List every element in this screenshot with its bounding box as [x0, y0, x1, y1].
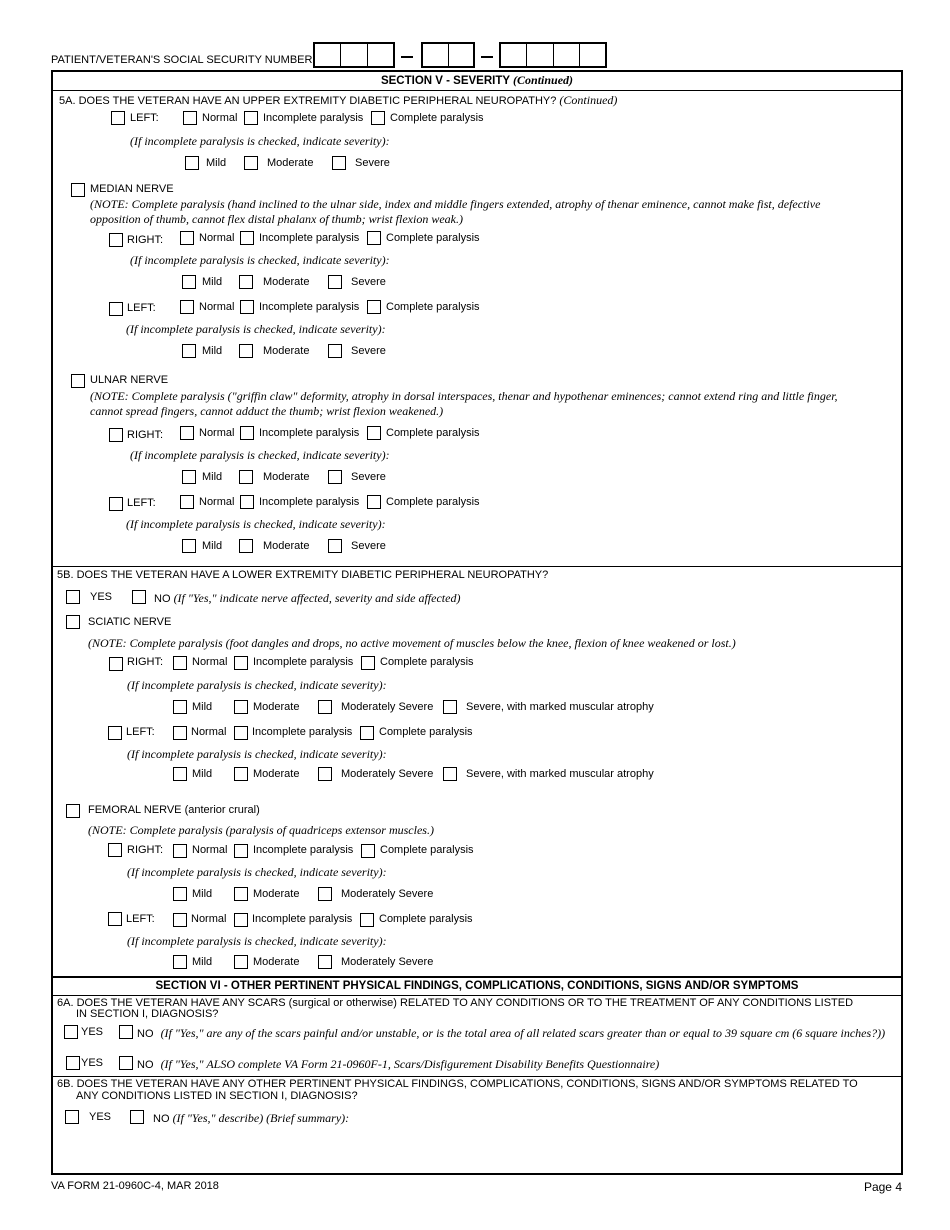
yes-label: YES: [81, 1026, 104, 1038]
ulnar-note-line1: (NOTE: Complete paralysis ("griffin claw" deformity, atrophy in dorsal interspaces, thenar and hypothenar eminences; cannot extend ring and little finger,: [90, 389, 838, 403]
moderately-severe-checkbox[interactable]: [318, 955, 332, 969]
moderate-checkbox[interactable]: [239, 539, 253, 553]
complete-label: Complete paralysis: [386, 496, 480, 508]
mild-checkbox[interactable]: [182, 275, 196, 289]
mild-label: Mild: [202, 276, 223, 288]
normal-label: Normal: [199, 496, 235, 508]
moderate-label: Moderate: [263, 345, 310, 357]
femoral-note: (NOTE: Complete paralysis (paralysis of quadriceps extensor muscles.): [88, 823, 434, 837]
6a-scars-no-line: NO (If "Yes," ALSO complete VA Form 21-0960F-1, Scars/Disfigurement Disability Benefits Questionnaire): [137, 1057, 660, 1071]
normal-label: Normal: [191, 726, 227, 738]
moderately-severe-label: Moderately Severe: [341, 888, 434, 900]
mild-checkbox[interactable]: [182, 539, 196, 553]
6a-scars-yes-checkbox[interactable]: [66, 1056, 80, 1070]
severity-hint: (If incomplete paralysis is checked, indicate severity):: [127, 934, 387, 948]
mild-label: Mild: [202, 345, 223, 357]
median-right-checkbox[interactable]: [109, 233, 123, 247]
ulnar-right-checkbox[interactable]: [109, 428, 123, 442]
yes-label: YES: [81, 1057, 104, 1069]
normal-checkbox[interactable]: [180, 426, 194, 440]
sciatic-nerve-label: SCIATIC NERVE: [88, 616, 172, 628]
incomplete-label: Incomplete paralysis: [253, 844, 354, 856]
moderate-label: Moderate: [267, 157, 314, 169]
complete-label: Complete paralysis: [390, 112, 484, 124]
severity-hint: (If incomplete paralysis is checked, indicate severity):: [130, 134, 390, 148]
incomplete-checkbox[interactable]: [240, 426, 254, 440]
severity-hint: (If incomplete paralysis is checked, indicate severity):: [127, 747, 387, 761]
6a-scars-no-checkbox[interactable]: [119, 1056, 133, 1070]
complete-label: Complete paralysis: [386, 232, 480, 244]
ssn-part-3[interactable]: [499, 42, 607, 68]
complete-checkbox[interactable]: [367, 495, 381, 509]
question-6b-line2: ANY CONDITIONS LISTED IN SECTION I, DIAGNOSIS?: [76, 1090, 358, 1102]
incomplete-label: Incomplete paralysis: [259, 496, 360, 508]
complete-label: Complete paralysis: [380, 656, 474, 668]
6a-no-line: NO (If "Yes," are any of the scars painful and/or unstable, or is the total area of all related scars greater than or equal to 39 square cm (6 square inches?)): [137, 1026, 886, 1040]
median-note-line1: (NOTE: Complete paralysis (hand inclined to the ulnar side, index and middle fingers extended, atrophy of thenar eminence, cannot make fist, defective: [90, 197, 821, 211]
divider: [51, 566, 903, 567]
moderate-label: Moderate: [253, 888, 300, 900]
normal-checkbox[interactable]: [173, 913, 187, 927]
section-6-title: SECTION VI - OTHER PERTINENT PHYSICAL FINDINGS, COMPLICATIONS, CONDITIONS, SIGNS AND/OR SYMPTOMS: [155, 980, 799, 992]
incomplete-label: Incomplete paralysis: [259, 232, 360, 244]
incomplete-label: Incomplete paralysis: [263, 112, 364, 124]
moderate-label: Moderate: [263, 276, 310, 288]
complete-checkbox[interactable]: [371, 111, 385, 125]
incomplete-checkbox[interactable]: [244, 111, 258, 125]
divider: [51, 1076, 903, 1077]
sciatic-nerve-checkbox[interactable]: [66, 615, 80, 629]
severe-checkbox[interactable]: [332, 156, 346, 170]
moderate-checkbox[interactable]: [239, 344, 253, 358]
6a-no-checkbox[interactable]: [119, 1025, 133, 1039]
femoral-nerve-checkbox[interactable]: [66, 804, 80, 818]
normal-checkbox[interactable]: [180, 231, 194, 245]
yes-label: YES: [90, 591, 113, 603]
severe-label: Severe: [355, 157, 390, 169]
severe-checkbox[interactable]: [328, 275, 342, 289]
ulnar-note-line2: cannot spread fingers, cannot adduct the thumb; wrist flexion weakened.): [90, 404, 444, 418]
median-note-line2: opposition of thumb, cannot flex distal phalanx of thumb; wrist flexion weak.): [90, 212, 463, 226]
normal-label: Normal: [199, 232, 235, 244]
sciatic-right-checkbox[interactable]: [109, 657, 123, 671]
yes-label: YES: [89, 1111, 112, 1123]
moderately-severe-checkbox[interactable]: [318, 887, 332, 901]
complete-label: Complete paralysis: [379, 913, 473, 925]
left-label: LEFT:: [127, 302, 156, 314]
complete-checkbox[interactable]: [367, 426, 381, 440]
mild-checkbox[interactable]: [182, 344, 196, 358]
section-5-title: SECTION V - SEVERITY (Continued): [380, 73, 574, 87]
ulnar-left-checkbox[interactable]: [109, 497, 123, 511]
severe-checkbox[interactable]: [328, 470, 342, 484]
femoral-right-checkbox[interactable]: [108, 843, 122, 857]
ssn-dash-1: [401, 56, 413, 58]
median-nerve-checkbox[interactable]: [71, 183, 85, 197]
complete-checkbox[interactable]: [360, 913, 374, 927]
severity-hint: (If incomplete paralysis is checked, indicate severity):: [130, 253, 390, 267]
incomplete-checkbox[interactable]: [234, 726, 248, 740]
incomplete-checkbox[interactable]: [234, 844, 248, 858]
question-5a: 5A. DOES THE VETERAN HAVE AN UPPER EXTREMITY DIABETIC PERIPHERAL NEUROPATHY? (Continued): [59, 93, 618, 107]
complete-checkbox[interactable]: [360, 726, 374, 740]
mild-checkbox[interactable]: [185, 156, 199, 170]
normal-label: Normal: [191, 913, 227, 925]
question-6a-line2: IN SECTION I, DIAGNOSIS?: [76, 1008, 219, 1020]
moderate-checkbox[interactable]: [234, 955, 248, 969]
complete-label: Complete paralysis: [386, 427, 480, 439]
incomplete-checkbox[interactable]: [234, 656, 248, 670]
mild-checkbox[interactable]: [173, 700, 187, 714]
5b-yes-checkbox[interactable]: [66, 590, 80, 604]
normal-label: Normal: [199, 427, 235, 439]
complete-checkbox[interactable]: [367, 300, 381, 314]
mild-label: Mild: [192, 768, 213, 780]
right-label: RIGHT:: [127, 844, 164, 856]
mild-label: Mild: [206, 157, 227, 169]
moderately-severe-label: Moderately Severe: [341, 956, 434, 968]
ssn-dash-2: [481, 56, 493, 58]
page-number: Page 4: [863, 1180, 902, 1194]
question-5b: 5B. DOES THE VETERAN HAVE A LOWER EXTREMITY DIABETIC PERIPHERAL NEUROPATHY?: [57, 569, 549, 581]
ssn-part-2[interactable]: [421, 42, 475, 68]
mild-label: Mild: [192, 956, 213, 968]
complete-label: Complete paralysis: [379, 726, 473, 738]
moderate-label: Moderate: [253, 768, 300, 780]
mild-label: Mild: [202, 540, 223, 552]
severe-atrophy-checkbox[interactable]: [443, 700, 457, 714]
mild-checkbox[interactable]: [173, 767, 187, 781]
moderate-checkbox[interactable]: [234, 887, 248, 901]
6b-summary-field[interactable]: [60, 1130, 895, 1170]
ulnar-nerve-label: ULNAR NERVE: [90, 374, 169, 386]
severe-checkbox[interactable]: [328, 344, 342, 358]
mild-checkbox[interactable]: [173, 887, 187, 901]
severe-label: Severe: [351, 540, 386, 552]
ssn-label: PATIENT/VETERAN'S SOCIAL SECURITY NUMBER: [51, 54, 313, 66]
moderate-checkbox[interactable]: [234, 700, 248, 714]
median-nerve-label: MEDIAN NERVE: [90, 183, 174, 195]
moderate-checkbox[interactable]: [239, 275, 253, 289]
incomplete-checkbox[interactable]: [234, 913, 248, 927]
incomplete-label: Incomplete paralysis: [252, 726, 353, 738]
mild-checkbox[interactable]: [182, 470, 196, 484]
moderate-label: Moderate: [263, 540, 310, 552]
normal-checkbox[interactable]: [180, 300, 194, 314]
incomplete-checkbox[interactable]: [240, 495, 254, 509]
6b-yes-checkbox[interactable]: [65, 1110, 79, 1124]
6b-no-line: NO (If "Yes," describe) (Brief summary):: [153, 1111, 350, 1125]
severity-hint: (If incomplete paralysis is checked, indicate severity):: [126, 322, 386, 336]
6a-yes-checkbox[interactable]: [64, 1025, 78, 1039]
right-label: RIGHT:: [127, 234, 164, 246]
question-6b-line1: 6B. DOES THE VETERAN HAVE ANY OTHER PERTINENT PHYSICAL FINDINGS, COMPLICATIONS, CONDITIONS, SIGNS AND/OR SYMPTOMS RELATED TO: [57, 1078, 858, 1090]
severity-hint: (If incomplete paralysis is checked, indicate severity):: [126, 517, 386, 531]
moderately-severe-checkbox[interactable]: [318, 767, 332, 781]
moderate-checkbox[interactable]: [244, 156, 258, 170]
right-label: RIGHT:: [127, 656, 164, 668]
severe-label: Severe: [351, 345, 386, 357]
moderately-severe-label: Moderately Severe: [341, 701, 434, 713]
moderate-label: Moderate: [263, 471, 310, 483]
sciatic-left-checkbox[interactable]: [108, 726, 122, 740]
severe-atrophy-label: Severe, with marked muscular atrophy: [466, 701, 654, 713]
6b-no-checkbox[interactable]: [130, 1110, 144, 1124]
ssn-part-1[interactable]: [313, 42, 395, 68]
incomplete-checkbox[interactable]: [240, 300, 254, 314]
right-label: RIGHT:: [127, 429, 164, 441]
femoral-nerve-label: FEMORAL NERVE (anterior crural): [88, 804, 260, 816]
severity-hint: (If incomplete paralysis is checked, indicate severity):: [127, 865, 387, 879]
moderate-label: Moderate: [253, 956, 300, 968]
normal-label: Normal: [192, 844, 228, 856]
incomplete-checkbox[interactable]: [240, 231, 254, 245]
ulnar-nerve-checkbox[interactable]: [71, 374, 85, 388]
question-6a-line1: 6A. DOES THE VETERAN HAVE ANY SCARS (surgical or otherwise) RELATED TO ANY CONDITIONS OR TO THE TREATMENT OF ANY CONDITIONS LISTED: [57, 997, 854, 1009]
normal-checkbox[interactable]: [173, 656, 187, 670]
severe-label: Severe: [351, 471, 386, 483]
left-label: LEFT:: [126, 913, 155, 925]
moderate-label: Moderate: [253, 701, 300, 713]
mild-label: Mild: [192, 701, 213, 713]
incomplete-label: Incomplete paralysis: [259, 427, 360, 439]
median-left-checkbox[interactable]: [109, 302, 123, 316]
incomplete-label: Incomplete paralysis: [259, 301, 360, 313]
severe-checkbox[interactable]: [328, 539, 342, 553]
severe-label: Severe: [351, 276, 386, 288]
moderately-severe-checkbox[interactable]: [318, 700, 332, 714]
incomplete-label: Incomplete paralysis: [252, 913, 353, 925]
form-id: VA FORM 21-0960C-4, MAR 2018: [51, 1180, 219, 1192]
femoral-left-checkbox[interactable]: [108, 912, 122, 926]
left-label: LEFT:: [130, 112, 159, 124]
complete-checkbox[interactable]: [367, 231, 381, 245]
normal-checkbox[interactable]: [173, 844, 187, 858]
mild-label: Mild: [192, 888, 213, 900]
complete-checkbox[interactable]: [361, 656, 375, 670]
left-label: LEFT:: [127, 497, 156, 509]
normal-label: Normal: [202, 112, 238, 124]
mild-label: Mild: [202, 471, 223, 483]
normal-checkbox[interactable]: [180, 495, 194, 509]
5b-no-checkbox[interactable]: [132, 590, 146, 604]
upper-left-checkbox[interactable]: [111, 111, 125, 125]
normal-label: Normal: [199, 301, 235, 313]
normal-checkbox[interactable]: [183, 111, 197, 125]
5b-no-line: NO (If "Yes," indicate nerve affected, severity and side affected): [154, 591, 461, 605]
severity-hint: (If incomplete paralysis is checked, indicate severity):: [130, 448, 390, 462]
moderately-severe-label: Moderately Severe: [341, 768, 434, 780]
severe-atrophy-checkbox[interactable]: [443, 767, 457, 781]
divider: [51, 90, 903, 91]
complete-checkbox[interactable]: [361, 844, 375, 858]
sciatic-note: (NOTE: Complete paralysis (foot dangles and drops, no active movement of muscles below the knee, flexion of knee weakened or lost.): [88, 636, 736, 650]
incomplete-label: Incomplete paralysis: [253, 656, 354, 668]
moderate-checkbox[interactable]: [239, 470, 253, 484]
complete-label: Complete paralysis: [386, 301, 480, 313]
complete-label: Complete paralysis: [380, 844, 474, 856]
moderate-checkbox[interactable]: [234, 767, 248, 781]
normal-label: Normal: [192, 656, 228, 668]
severe-atrophy-label: Severe, with marked muscular atrophy: [466, 768, 654, 780]
normal-checkbox[interactable]: [173, 726, 187, 740]
mild-checkbox[interactable]: [173, 955, 187, 969]
divider: [51, 976, 903, 978]
left-label: LEFT:: [126, 726, 155, 738]
divider: [51, 995, 903, 996]
severity-hint: (If incomplete paralysis is checked, indicate severity):: [127, 678, 387, 692]
